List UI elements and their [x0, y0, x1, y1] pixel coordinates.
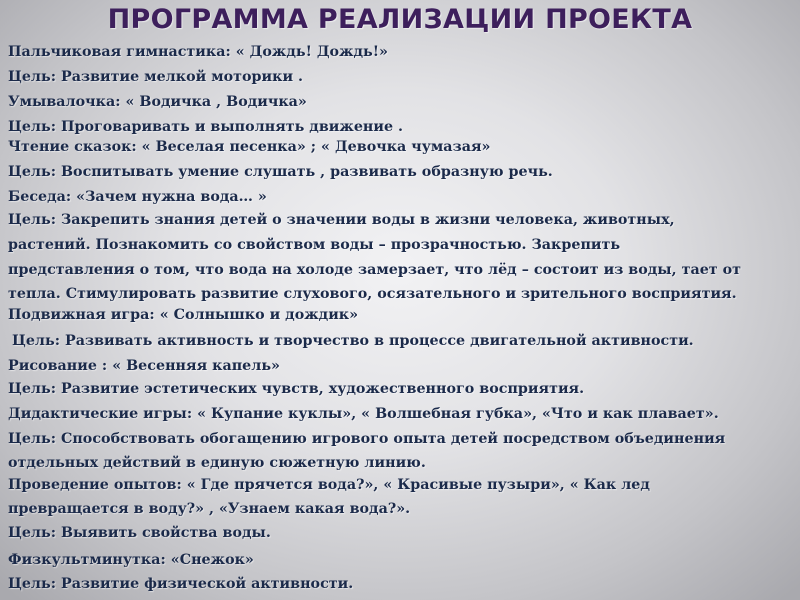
goal-line: Цель: Воспитывать умение слушать , развивать образную речь.	[8, 164, 553, 180]
activity-didactic-games: Дидактические игры: « Купание куклы», « Волшебная губка», «Что и как плавает».	[8, 406, 719, 422]
goal-line: Цель: Развитие физической активности.	[8, 576, 354, 592]
goal-continuation: отдельных действий в единую сюжетную линию.	[8, 455, 426, 471]
activity-finger-gymnastics: Пальчиковая гимнастика: « Дождь! Дождь!»	[8, 44, 388, 60]
goal-line: Цель: Закрепить знания детей о значении воды в жизни человека, животных,	[8, 212, 675, 228]
goal-line: Цель: Развитие эстетических чувств, художественного восприятия.	[8, 381, 585, 397]
activity-physical-minute: Физкультминутка: «Снежок»	[8, 552, 254, 568]
goal-line: Цель: Выявить свойства воды.	[8, 525, 271, 541]
activity-washing: Умывалочка: « Водичка , Водичка»	[8, 94, 307, 110]
goal-continuation: тепла. Стимулировать развитие слухового, осязательного и зрительного восприятия.	[8, 286, 737, 302]
goal-line: Цель: Развивать активность и творчество в процессе двигательной активности.	[12, 333, 694, 349]
goal-continuation: представления о том, что вода на холоде замерзает, что лёд – состоит из воды, тает от	[8, 262, 742, 278]
slide-title: ПРОГРАММА РЕАЛИЗАЦИИ ПРОЕКТА	[107, 4, 693, 35]
activity-continuation: превращается в воду?» , «Узнаем какая вода?».	[8, 501, 411, 517]
goal-line: Цель: Способствовать обогащению игрового опыта детей посредством объединения	[8, 431, 726, 447]
activity-outdoor-game: Подвижная игра: « Солнышко и дождик»	[8, 307, 359, 323]
goal-line: Цель: Проговаривать и выполнять движение .	[8, 119, 404, 135]
activity-drawing: Рисование : « Весенняя капель»	[8, 358, 280, 374]
activity-conversation: Беседа: «Зачем нужна вода… »	[8, 189, 267, 205]
goal-line: Цель: Развитие мелкой моторики .	[8, 69, 304, 85]
goal-continuation: растений. Познакомить со свойством воды – прозрачностью. Закрепить	[8, 237, 621, 253]
activity-experiments: Проведение опытов: « Где прячется вода?», « Красивые пузыри», « Как лед	[8, 477, 650, 493]
activity-fairy-tales: Чтение сказок: « Веселая песенка» ; « Девочка чумазая»	[8, 139, 491, 155]
